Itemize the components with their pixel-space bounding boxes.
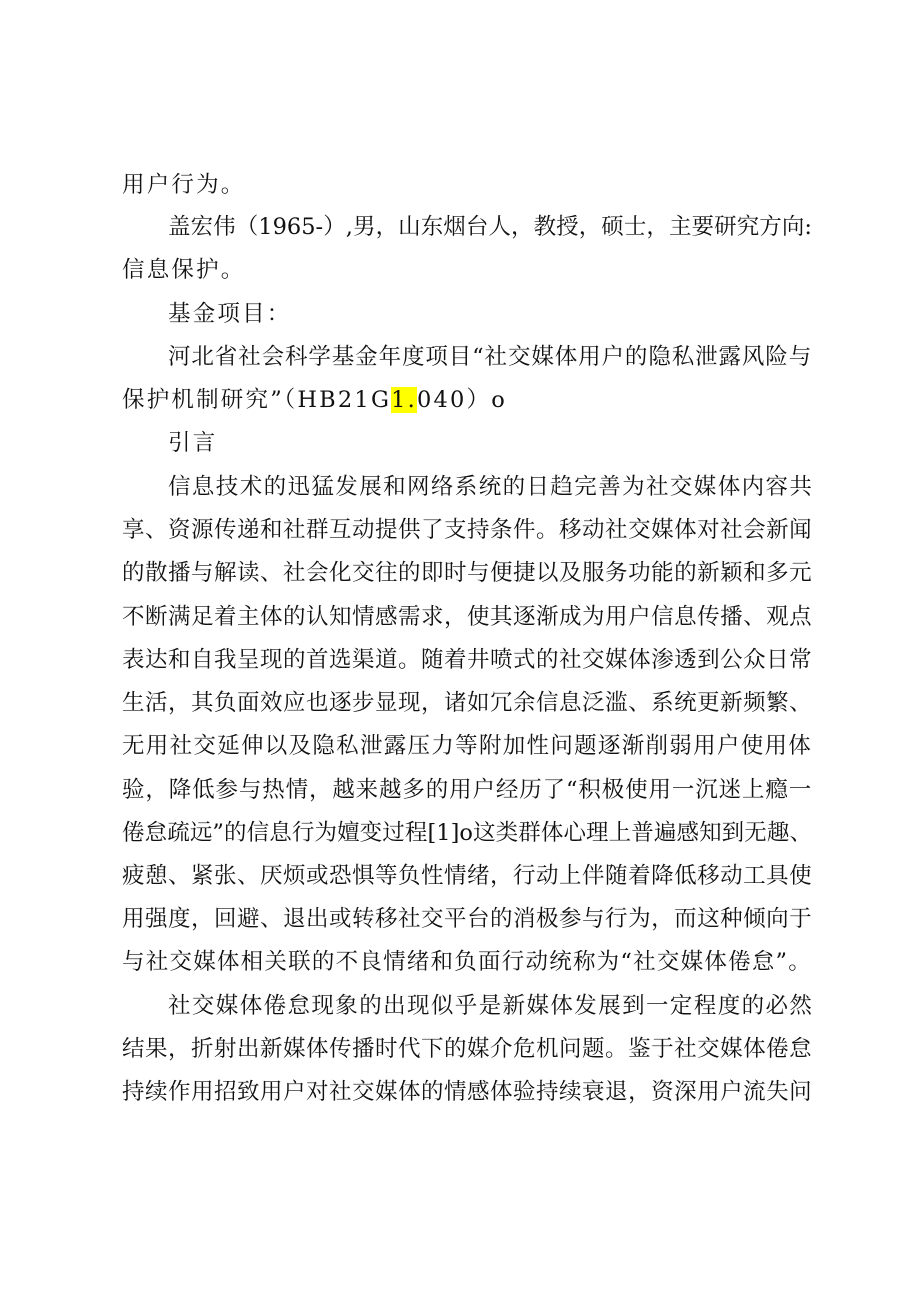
paragraph-line: 疲憩、紧张、厌烦或恐惧等负性情绪，行动上伴随着降低移动工具使 (122, 863, 812, 889)
text-line: 用户行为。 (122, 172, 246, 198)
paragraph-line: 验，降低参与热情，越来越多的用户经历了“积极使用一沉迷上瘾一 (122, 777, 812, 803)
paragraph-line: 不断满足着主体的认知情感需求，使其逐渐成为用户信息传播、观点 (122, 604, 812, 630)
paragraph-line: 生活，其负面效应也逐步显现，诸如冗余信息泛滥、系统更新频繁、 (122, 690, 812, 716)
paragraph-line: 倦怠疏远”的信息行为嬗变过程[1]o这类群体心理上普遍感知到无趣、 (122, 820, 812, 846)
paragraph-line: 结果，折射出新媒体传播时代下的媒介危机问题。鉴于社交媒体倦怠 (122, 1036, 812, 1062)
text-line: 信息保护。 (122, 257, 246, 283)
paragraph-line: 持续作用招致用户对社交媒体的情感体验持续衰退，资深用户流失问 (122, 1079, 812, 1105)
fund-project-text: 保护机制研究”（HB21G (122, 387, 392, 413)
paragraph-line: 享、资源传递和社群互动提供了支持条件。移动社交媒体对社会新闻 (122, 517, 812, 543)
fund-project-line (122, 385, 812, 415)
fund-project-text: 040）o (417, 387, 507, 413)
paragraph-line: 无用社交延伸以及隐私泄露压力等附加性问题逐渐削弱用户使用体 (122, 733, 812, 759)
paragraph-line: 的散播与解读、社会化交往的即时与便捷以及服务功能的新颖和多元 (122, 560, 812, 586)
paragraph-line: 社交媒体倦怠现象的出现似乎是新媒体发展到一定程度的必然 (168, 993, 814, 1019)
paragraph-line: 与社交媒体相关联的不良情绪和负面行动统称为“社交媒体倦怠”。 (122, 949, 812, 975)
paragraph-line: 用强度，回避、退出或转移社交平台的消极参与行为，而这种倾向于 (122, 906, 812, 932)
paragraph-line: 表达和自我呈现的首选渠道。随着井喷式的社交媒体渗透到公众日常 (122, 647, 812, 673)
section-heading: 引言 (168, 430, 218, 456)
paragraph-line: 信息技术的迅猛发展和网络系统的日趋完善为社交媒体内容共 (168, 474, 814, 500)
fund-project-line: 河北省社会科学基金年度项目“社交媒体用户的隐私泄露风险与 (168, 344, 812, 370)
author-bio-line: 盖宏伟（1965-）,男，山东烟台人，教授，硕士，主要研究方向: (168, 214, 812, 240)
highlighted-text: 1. (391, 387, 417, 413)
fund-heading: 基金项目： (168, 301, 292, 327)
